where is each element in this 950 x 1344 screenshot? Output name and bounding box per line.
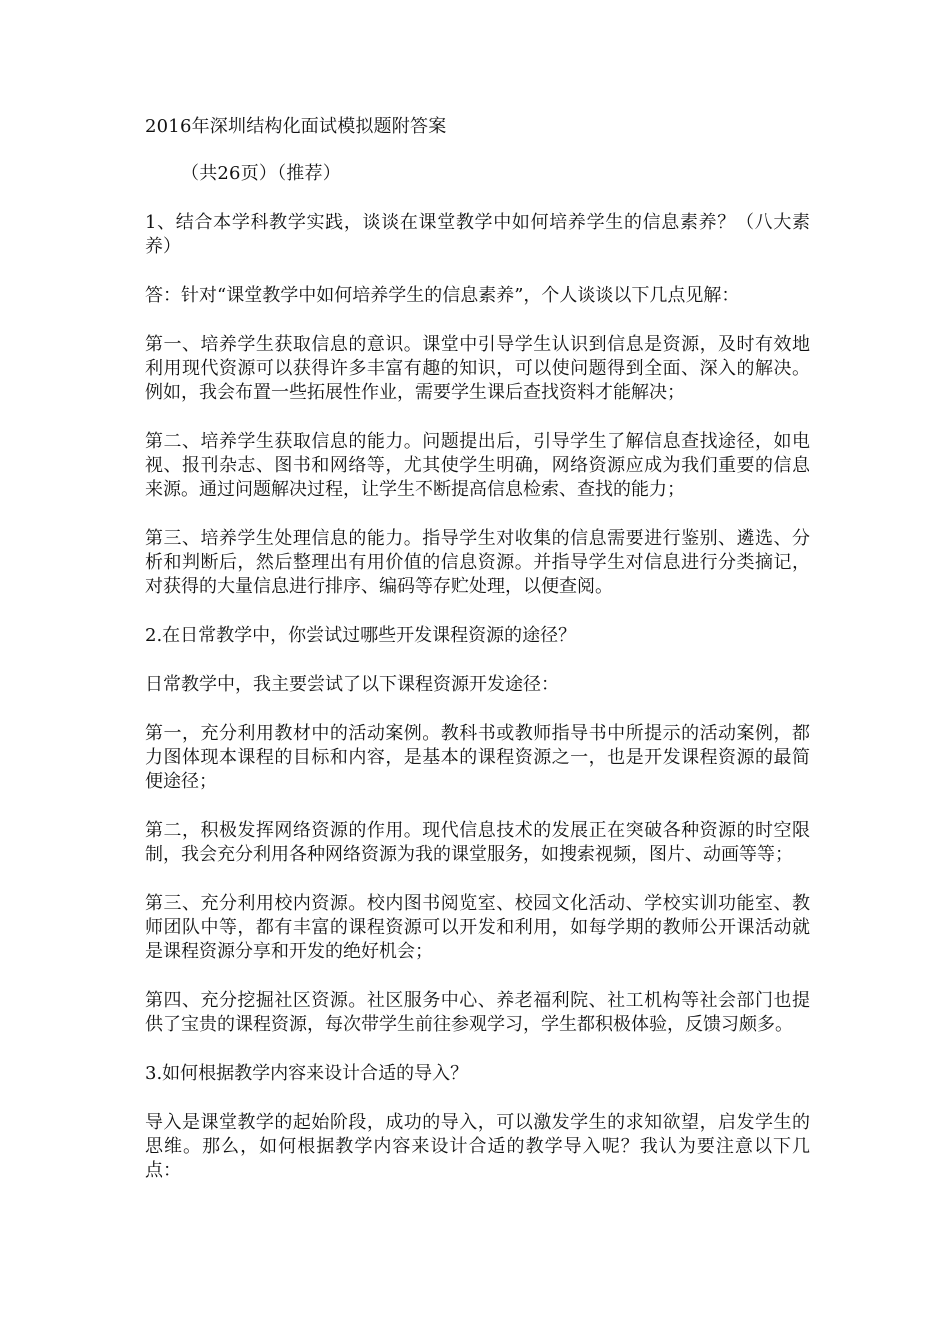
document-body — [145, 115, 810, 1183]
answer-3-intro-paragraph: 导入是课堂教学的起始阶段，成功的导入，可以激发学生的求知欲望，启发学生的思维。那么，如何根据教学内容来设计合适的教学导入呢？我认为要注意以下几点： — [145, 1112, 810, 1181]
answer-2-point-3-paragraph: 第三、充分利用校内资源。校内图书阅览室、校园文化活动、学校实训功能室、教师团队中等，都有丰富的课程资源可以开发和利用，如每学期的教师公开课活动就是课程资源分享和开发的绝好机会； — [145, 893, 810, 962]
answer-2-point-1-paragraph: 第一，充分利用教材中的活动案例。教科书或教师指导书中所提示的活动案例，都力图体现本课程的目标和内容，是基本的课程资源之一，也是开发课程资源的最简便途径； — [145, 723, 810, 792]
answer-2-point-4-paragraph: 第四、充分挖掘社区资源。社区服务中心、养老福利院、社工机构等社会部门也提供了宝贵的课程资源，每次带学生前往参观学习，学生都积极体验，反馈习颇多。 — [145, 990, 810, 1035]
answer-2-intro-paragraph: 日常教学中，我主要尝试了以下课程资源开发途径： — [145, 674, 559, 695]
document-title: 2016年深圳结构化面试模拟题附答案 — [145, 116, 447, 137]
answer-1-point-3-paragraph: 第三、培养学生处理信息的能力。指导学生对收集的信息需要进行鉴别、遴选、分析和判断后，然后整理出有用价值的信息资源。并指导学生对信息进行分类摘记，对获得的大量信息进行排序、编码等存贮处理，以便查阅。 — [145, 528, 810, 597]
question-1-paragraph: 1、结合本学科教学实践，谈谈在课堂教学中如何培养学生的信息素养？（八大素养） — [145, 212, 810, 257]
question-2-paragraph: 2.在日常教学中，你尝试过哪些开发课程资源的途径？ — [145, 625, 577, 646]
answer-2-point-2-paragraph: 第二，积极发挥网络资源的作用。现代信息技术的发展正在突破各种资源的时空限制，我会充分利用各种网络资源为我的课堂服务，如搜索视频，图片、动画等等； — [145, 820, 810, 865]
answer-1-intro-paragraph: 答：针对“课堂教学中如何培养学生的信息素养”，个人谈谈以下几点见解： — [145, 285, 740, 306]
answer-1-point-2-paragraph: 第二、培养学生获取信息的能力。问题提出后，引导学生了解信息查找途径，如电视、报刊杂志、图书和网络等，尤其使学生明确，网络资源应成为我们重要的信息来源。通过问题解决过程，让学生不断提高信息检索、查找的能力； — [145, 431, 810, 500]
answer-1-point-1-paragraph: 第一、培养学生获取信息的意识。课堂中引导学生认识到信息是资源，及时有效地利用现代资源可以获得许多丰富有趣的知识，可以使问题得到全面、深入的解决。例如，我会布置一些拓展性作业，需要学生课后查找资料才能解决； — [145, 334, 810, 403]
document-meta: （共26页）（推荐） — [181, 163, 341, 184]
question-3-paragraph: 3.如何根据教学内容来设计合适的导入？ — [145, 1063, 469, 1084]
